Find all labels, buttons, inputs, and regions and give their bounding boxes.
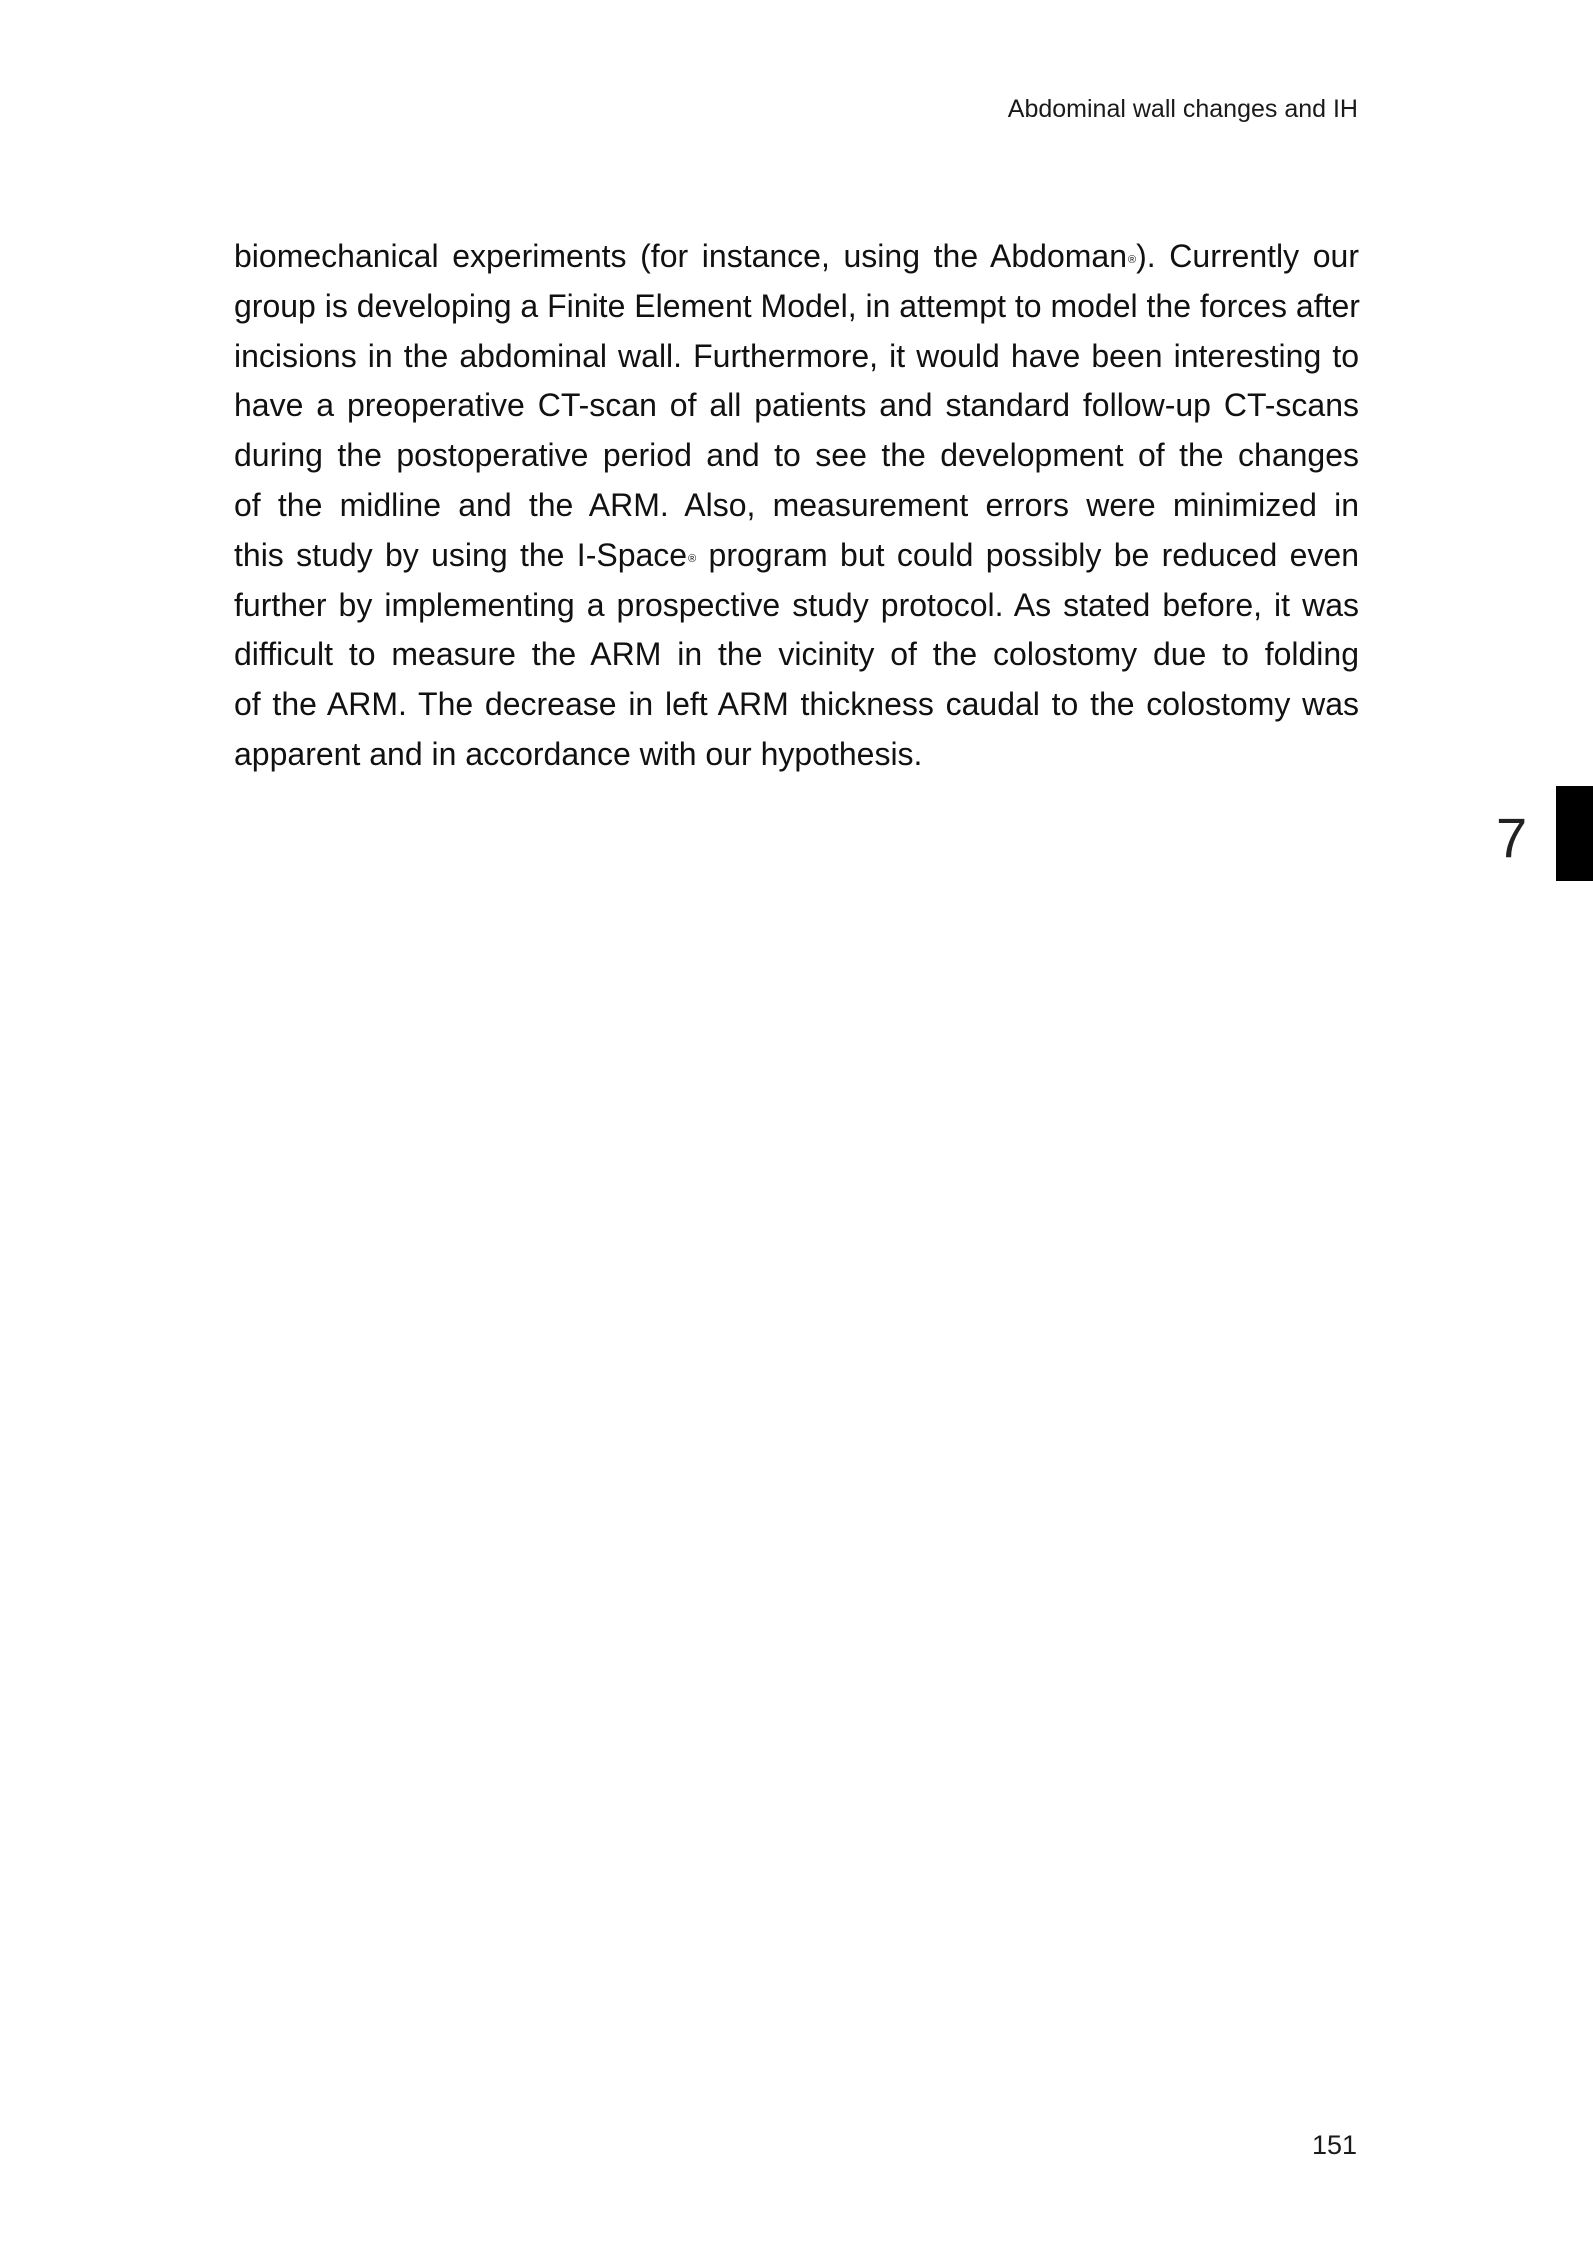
body-line: apparent and in accordance with our hypothesis. bbox=[234, 735, 923, 772]
body-paragraph bbox=[234, 232, 1359, 780]
body-line: have a preoperative CT-scan of all patients and standard follow-up CT-scans bbox=[234, 387, 1359, 424]
body-line: difficult to measure the ARM in the vicinity of the colostomy due to folding bbox=[234, 636, 1359, 673]
body-line: during the postoperative period and to see the development of the changes bbox=[234, 437, 1359, 474]
body-line: group is developing a Finite Element Model, in attempt to model the forces after bbox=[234, 287, 1360, 324]
body-line: of the ARM. The decrease in left ARM thickness caudal to the colostomy was bbox=[234, 686, 1359, 723]
chapter-thumb-tab bbox=[1556, 786, 1593, 881]
registered-mark: ® bbox=[688, 552, 697, 565]
chapter-number: 7 bbox=[1496, 806, 1528, 869]
page-number: 151 bbox=[1311, 2130, 1357, 2160]
body-line: biomechanical experiments (for instance, using the Abdoman®). Currently our bbox=[234, 238, 1360, 274]
body-line: this study by using the I-Space® program but could possibly be reduced even bbox=[234, 536, 1360, 573]
body-line: of the midline and the ARM. Also, measurement errors were minimized in bbox=[234, 486, 1359, 523]
registered-mark: ® bbox=[1128, 254, 1137, 266]
body-line: incisions in the abdominal wall. Furthermore, it would have been interesting to bbox=[234, 337, 1359, 374]
body-line: further by implementing a prospective study protocol. As stated before, it was bbox=[234, 586, 1359, 623]
running-header: Abdominal wall changes and IH bbox=[1007, 95, 1358, 123]
